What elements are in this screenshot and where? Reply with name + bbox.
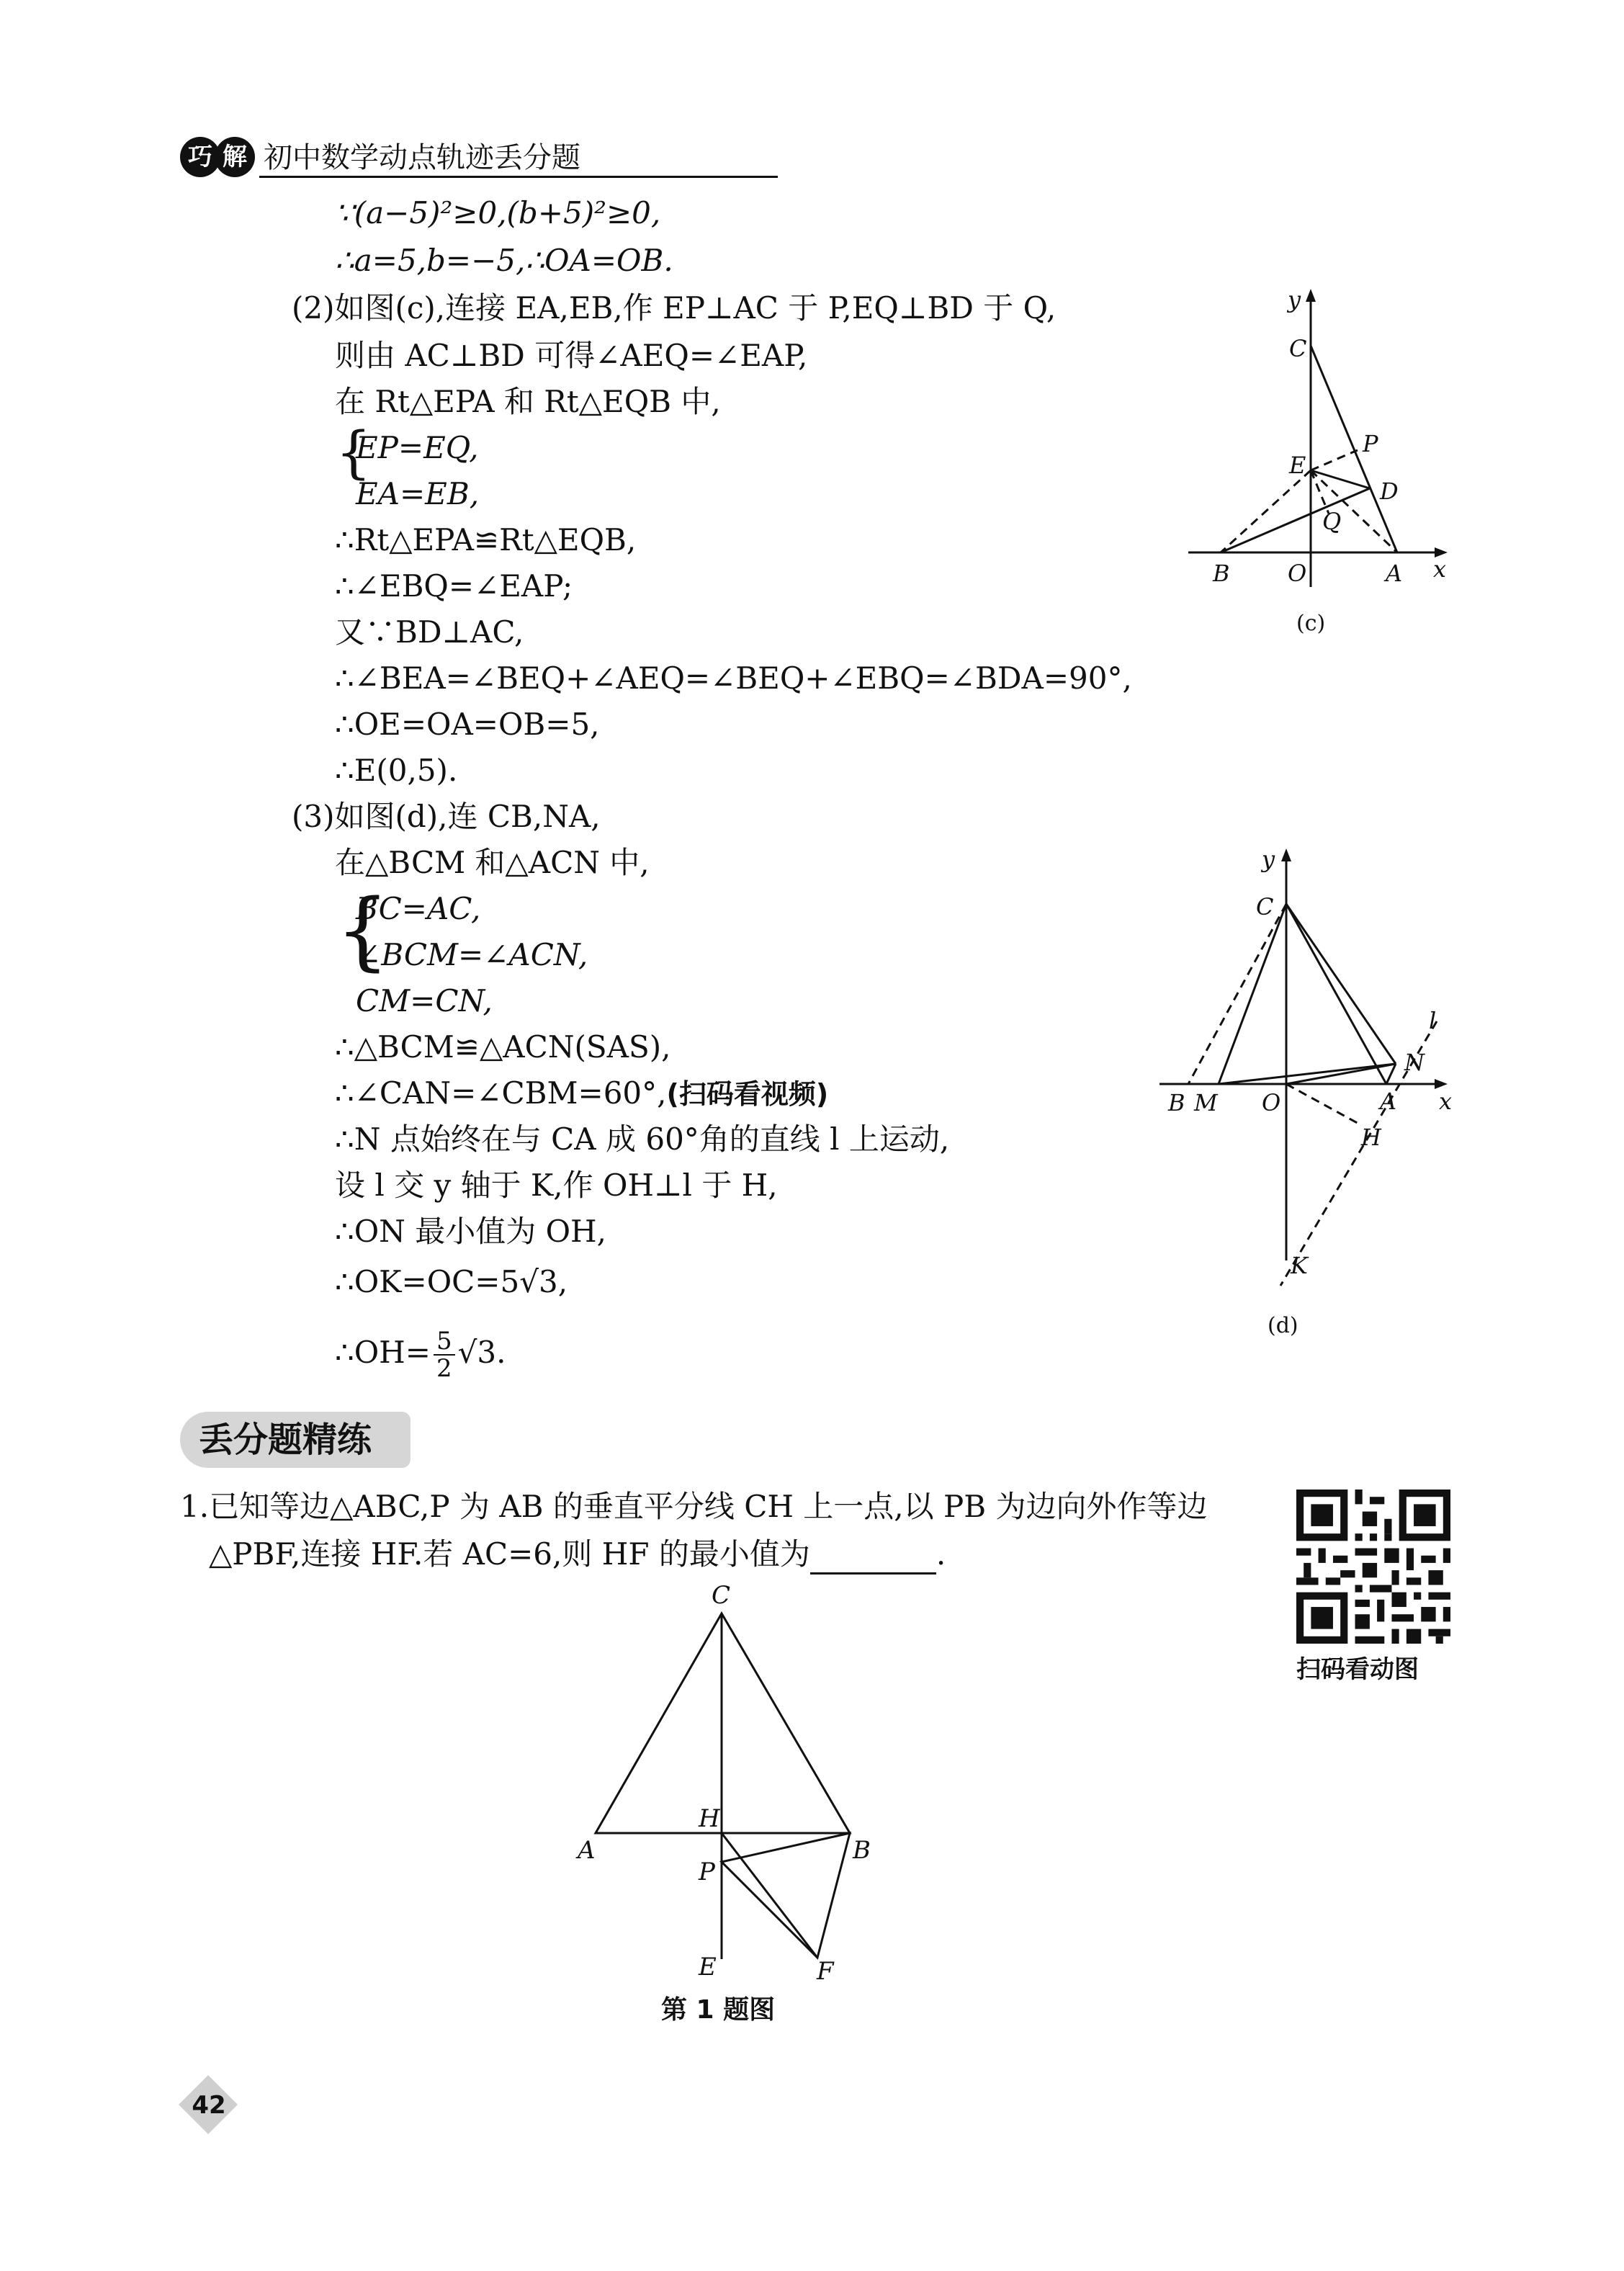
label-P: P <box>699 1858 715 1886</box>
fraction-denominator: 2 <box>436 1354 452 1383</box>
line-BD <box>1221 488 1370 552</box>
label-H: H <box>1361 1124 1381 1151</box>
label-F: F <box>817 1957 834 1986</box>
fraction-numerator: 5 <box>434 1328 455 1356</box>
header-rule <box>259 176 778 178</box>
line-AN <box>1386 1064 1396 1084</box>
line-CM <box>1219 904 1286 1084</box>
label-B: B <box>1168 1089 1185 1116</box>
solution-line-fraction <box>335 1324 506 1381</box>
book-title: 初中数学动点轨迹丢分题 <box>264 141 580 174</box>
video-link[interactable]: (扫码看视频) <box>666 1078 829 1110</box>
label-A: A <box>1386 560 1403 587</box>
line-CA <box>1286 904 1386 1084</box>
solution-line: EA=EB, <box>356 476 480 511</box>
solution-line: ∵(a−5)²≥0,(b+5)²≥0, <box>335 195 661 230</box>
line-CN <box>1286 904 1396 1064</box>
label-M: M <box>1194 1089 1218 1116</box>
angle-statement: ∴∠CAN=∠CBM=60°, <box>335 1075 667 1111</box>
label-D: D <box>1380 478 1399 505</box>
page-number <box>181 2078 236 2133</box>
section-title: 丢分题精练 <box>199 1420 372 1460</box>
solution-line: ∴∠EBQ=∠EAP; <box>335 568 573 604</box>
line-CB-dashed <box>1188 904 1286 1084</box>
solution-line: 又∵BD⊥AC, <box>335 614 524 650</box>
solution-line: ∠BCM=∠ACN, <box>356 937 588 972</box>
solution-line: ∴a=5,b=−5,∴OA=OB. <box>335 243 673 278</box>
solution-line: BC=AC, <box>356 891 481 926</box>
solution-line: ∴N 点始终在与 CA 成 60°角的直线 l 上运动, <box>335 1121 950 1157</box>
label-O: O <box>1288 560 1307 587</box>
solution-line: ∴∠BEA=∠BEQ+∠AEQ=∠BEQ+∠EBQ=∠BDA=90°, <box>335 660 1132 696</box>
solution-line: 在 Rt△EPA 和 Rt△EQB 中, <box>335 384 721 419</box>
qr-caption: 扫码看动图 <box>1296 1655 1419 1684</box>
triangle-PBF <box>722 1833 850 1958</box>
label-B: B <box>1213 560 1230 587</box>
line-EP-dashed <box>1311 450 1358 470</box>
y-axis-arrow <box>1281 848 1291 861</box>
label-C: C <box>1289 335 1307 362</box>
figure-1 <box>562 1577 907 1988</box>
solution-line: ∴OE=OA=OB=5, <box>335 707 600 742</box>
label-B: B <box>853 1836 871 1865</box>
fraction-prefix: ∴OH= <box>335 1335 431 1370</box>
figure-1-caption: 第 1 题图 <box>661 1995 776 2025</box>
problem-1-line-2 <box>209 1534 946 1575</box>
solution-line: ∴△BCM≌△ACN(SAS), <box>335 1029 671 1065</box>
page-number-text: 42 <box>192 2091 226 2120</box>
line-EB-dashed <box>1221 470 1311 552</box>
label-x: x <box>1433 555 1447 583</box>
solution-line: 则由 AC⊥BD 可得∠AEQ=∠EAP, <box>335 338 808 373</box>
problem-1-line-1: 1.已知等边△ABC,P 为 AB 的垂直平分线 CH 上一点,以 PB 为边向外作等边 <box>180 1489 1208 1524</box>
label-l: l <box>1429 1007 1437 1034</box>
solution-line: ∴Rt△EPA≌Rt△EQB, <box>335 522 637 557</box>
problem-1-text: △PBF,连接 HF.若 AC=6,则 HF 的最小值为 <box>209 1536 810 1572</box>
solution-line <box>335 1073 828 1114</box>
y-axis-arrow <box>1306 289 1316 302</box>
label-O: O <box>1262 1089 1281 1116</box>
system-brace: { <box>336 421 372 485</box>
label-H: H <box>699 1804 720 1833</box>
book-logo: 巧 <box>180 137 220 177</box>
problem-1-end: . <box>936 1536 946 1572</box>
answer-blank[interactable] <box>810 1544 936 1575</box>
line-OH-dashed <box>1286 1084 1361 1125</box>
label-y: y <box>1288 286 1301 313</box>
label-P: P <box>1363 430 1378 457</box>
book-logo-second: 解 <box>215 137 255 177</box>
section-banner <box>180 1412 411 1468</box>
solution-line: ∴ON 最小值为 OH, <box>335 1214 607 1249</box>
figure-d-caption: (d) <box>1268 1313 1298 1338</box>
fraction <box>434 1328 455 1381</box>
system-brace: { <box>336 880 390 980</box>
label-x: x <box>1439 1088 1453 1115</box>
label-N: N <box>1404 1049 1425 1076</box>
solution-line: 在△BCM 和△ACN 中, <box>335 845 650 880</box>
fraction-suffix: √3. <box>457 1335 506 1370</box>
solution-line: (2)如图(c),连接 EA,EB,作 EP⊥AC 于 P,EQ⊥BD 于 Q, <box>292 290 1057 326</box>
solution-line: ∴E(0,5). <box>335 753 458 788</box>
label-C: C <box>712 1581 731 1610</box>
label-E: E <box>1289 452 1306 479</box>
figure-d <box>1152 843 1469 1347</box>
solution-line: EP=EQ, <box>356 430 479 465</box>
label-K: K <box>1291 1252 1308 1279</box>
solution-line: ∴OK=OC=5√3, <box>335 1264 568 1299</box>
solution-line: 设 l 交 y 轴于 K,作 OH⊥l 于 H, <box>335 1168 778 1203</box>
qr-code-icon[interactable] <box>1296 1490 1450 1644</box>
line-ED <box>1311 470 1370 488</box>
figure-c-caption: (c) <box>1296 611 1326 636</box>
solution-line: (3)如图(d),连 CB,NA, <box>292 799 601 834</box>
label-E: E <box>699 1953 717 1981</box>
figure-c <box>1181 285 1469 645</box>
label-A: A <box>1380 1088 1397 1115</box>
label-C: C <box>1256 893 1274 921</box>
solution-line: CM=CN, <box>356 983 493 1018</box>
label-A: A <box>578 1836 596 1865</box>
label-Q: Q <box>1322 508 1342 535</box>
label-y: y <box>1262 846 1275 873</box>
